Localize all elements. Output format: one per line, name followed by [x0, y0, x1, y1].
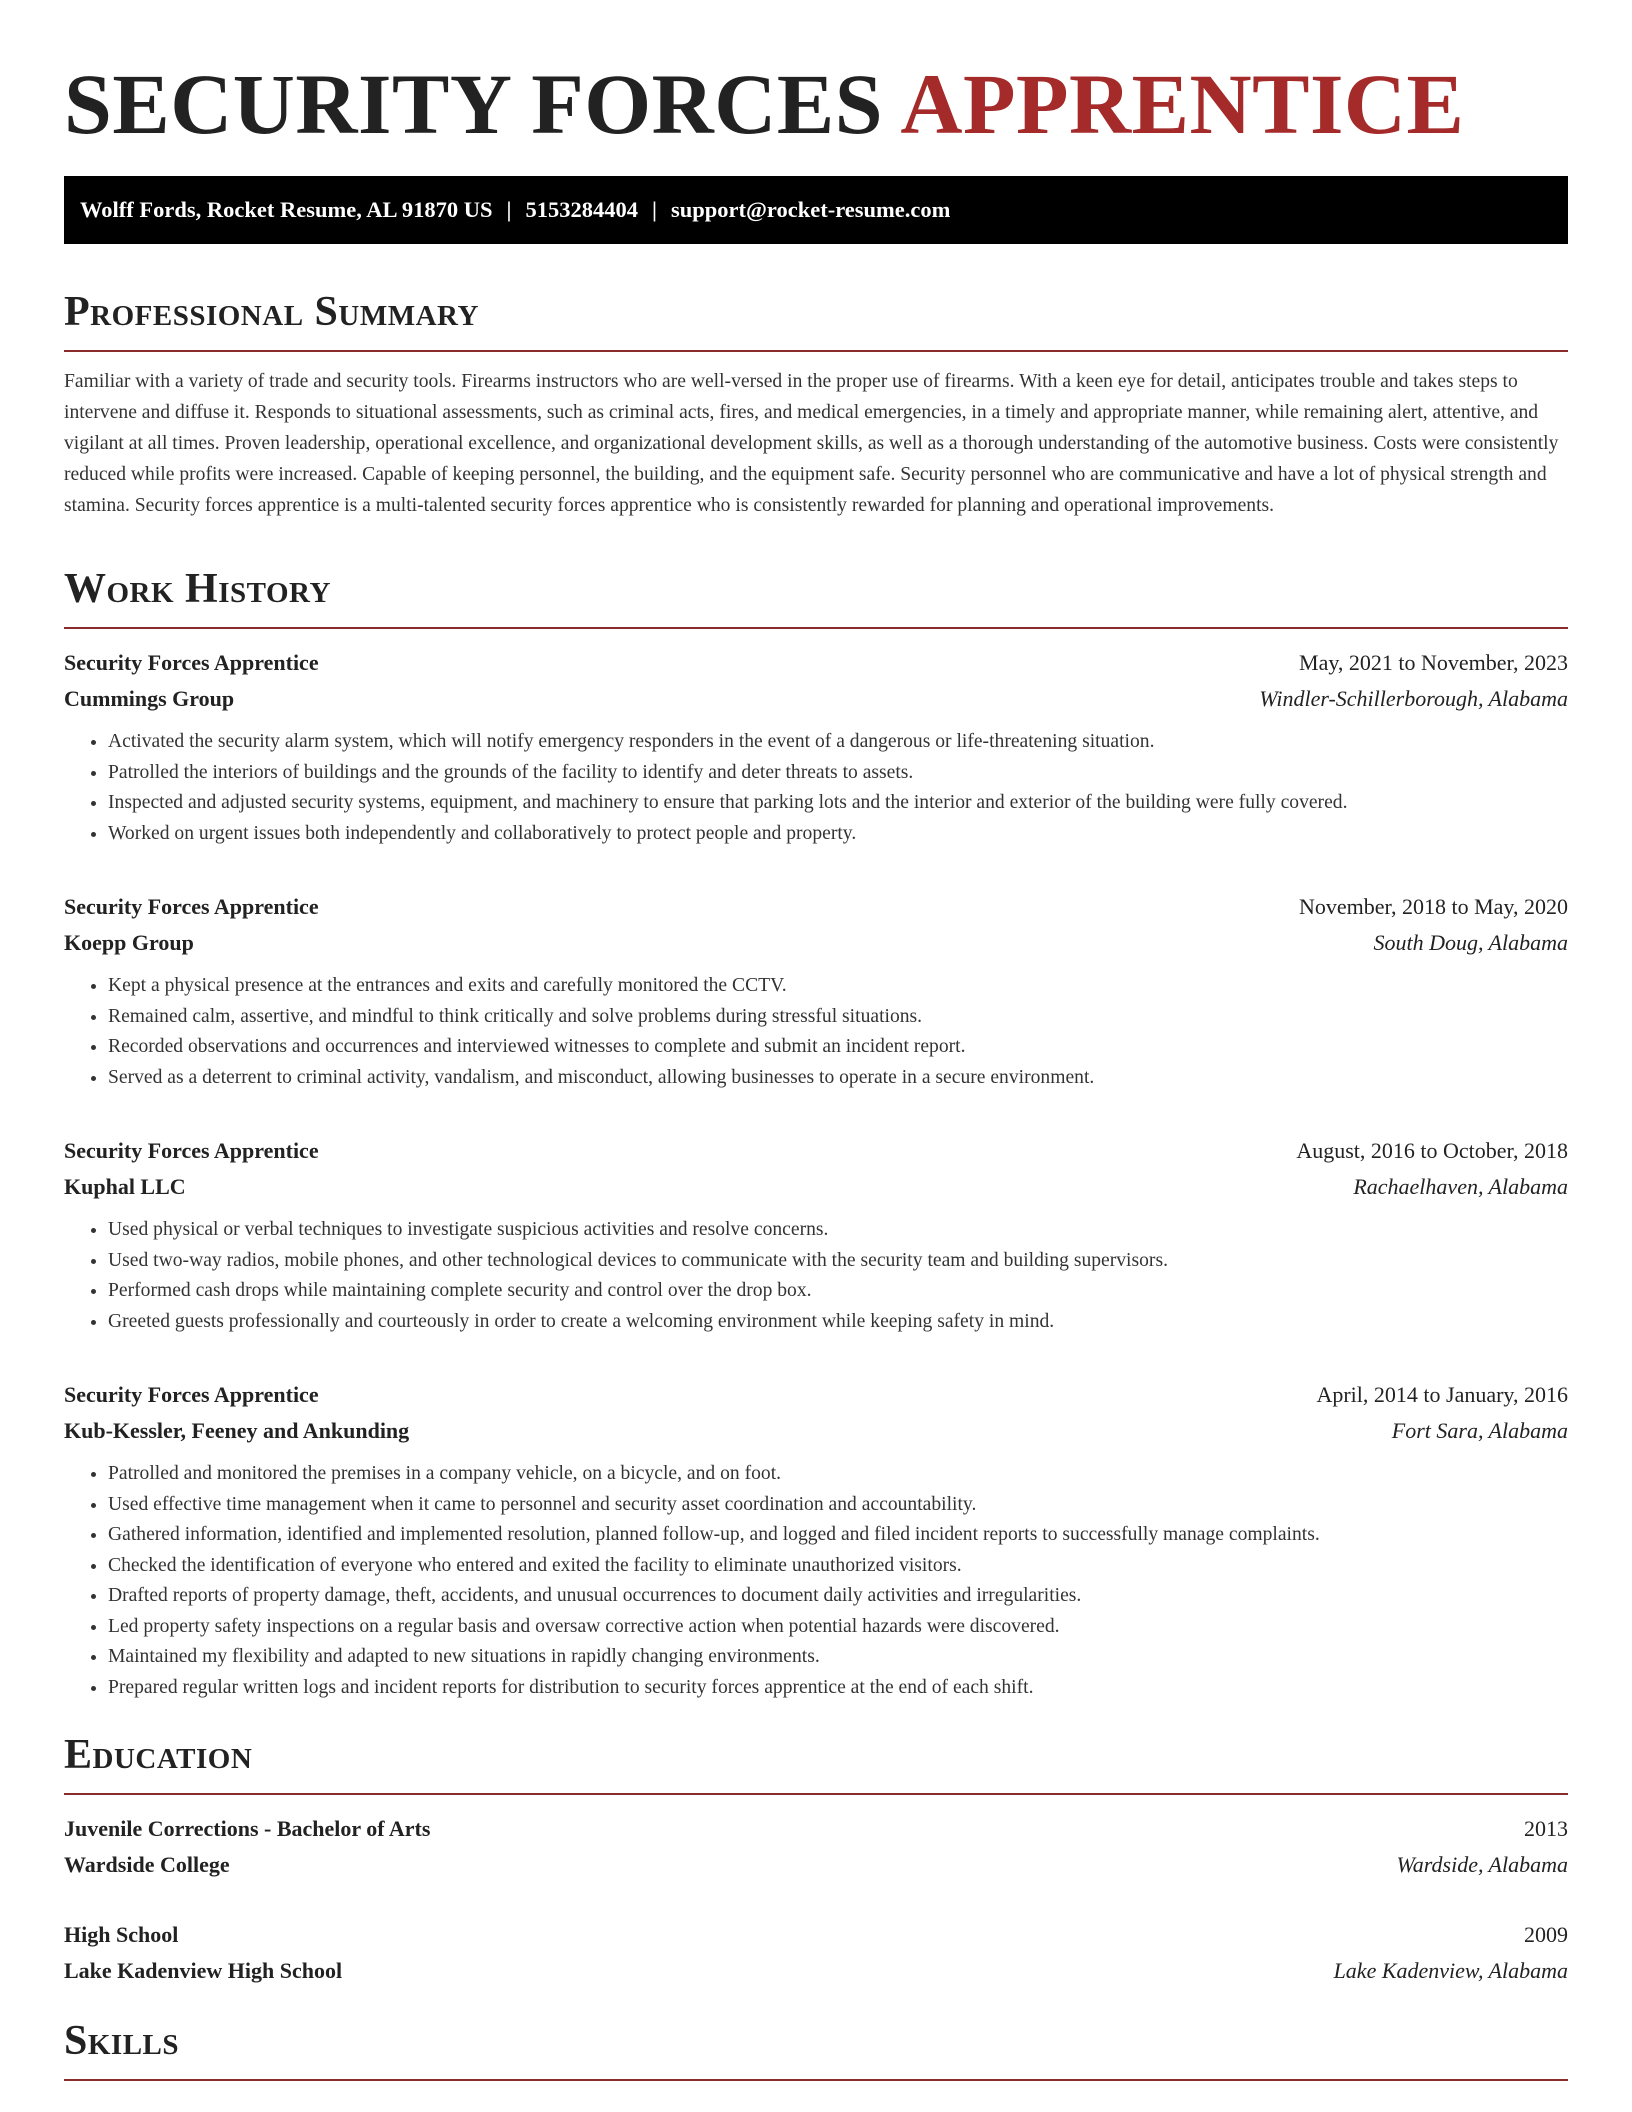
work-history-section — [64, 565, 1568, 1703]
job-bullet: • Checked the identification of everyone who entered and exited the facility to eliminate unauthorized visitors. — [108, 1551, 1568, 1582]
job-bullet: • Worked on urgent issues both independently and collaboratively to protect people and property. — [108, 819, 1568, 850]
job-dates: April, 2014 to January, 2016 — [1316, 1382, 1568, 1407]
job-location: South Doug, Alabama — [1373, 930, 1568, 955]
job-bullets — [64, 1459, 1568, 1703]
job-bullets — [64, 971, 1568, 1093]
job-bullet: • Performed cash drops while maintaining complete security and control over the drop box. — [108, 1276, 1568, 1307]
work-history-heading: Work History — [64, 565, 1568, 629]
job-bullets — [64, 1215, 1568, 1337]
job-bullet: • Used effective time management when it came to personnel and security asset coordination and accountability. — [108, 1490, 1568, 1521]
education-year: 2013 — [1524, 1816, 1568, 1841]
job-dates: May, 2021 to November, 2023 — [1299, 650, 1568, 675]
summary-heading: Professional Summary — [64, 288, 1568, 352]
resume-title — [64, 56, 1568, 152]
job-dates: November, 2018 to May, 2020 — [1299, 894, 1568, 919]
job-company: Kub-Kessler, Feeney and Ankunding — [64, 1418, 410, 1443]
education-school-row — [64, 1953, 1568, 1989]
job-title: Security Forces Apprentice — [64, 1138, 319, 1163]
skills-heading: Skills — [64, 2017, 1568, 2081]
job-bullet: • Recorded observations and occurrences and interviewed witnesses to complete and submit an incident report. — [108, 1032, 1568, 1063]
job-company: Kuphal LLC — [64, 1174, 186, 1199]
summary-section — [64, 288, 1568, 521]
job-entry — [64, 889, 1568, 1093]
job-entry — [64, 1377, 1568, 1703]
job-bullet: • Inspected and adjusted security systems, equipment, and machinery to ensure that parking lots and the interior and exterior of the building were fully covered. — [108, 788, 1568, 819]
job-title: Security Forces Apprentice — [64, 1382, 319, 1407]
education-entry — [64, 1811, 1568, 1883]
job-bullet: • Greeted guests professionally and courteously in order to create a welcoming environment while keeping safety in mind. — [108, 1307, 1568, 1338]
job-location: Windler-Schillerborough, Alabama — [1259, 686, 1568, 711]
education-school-row — [64, 1847, 1568, 1883]
job-bullet: • Kept a physical presence at the entrances and exits and carefully monitored the CCTV. — [108, 971, 1568, 1002]
job-title-row — [64, 889, 1568, 925]
education-location: Wardside, Alabama — [1396, 1852, 1568, 1877]
job-bullet: • Activated the security alarm system, which will notify emergency responders in the event of a dangerous or life-threatening situation. — [108, 727, 1568, 758]
job-company-row — [64, 1169, 1568, 1205]
education-location: Lake Kadenview, Alabama — [1333, 1958, 1568, 1983]
job-location: Rachaelhaven, Alabama — [1353, 1174, 1568, 1199]
education-degree-row — [64, 1917, 1568, 1953]
job-bullet: • Patrolled and monitored the premises in a company vehicle, on a bicycle, and on foot. — [108, 1459, 1568, 1490]
education-degree-row — [64, 1811, 1568, 1847]
job-title: Security Forces Apprentice — [64, 650, 319, 675]
job-title-row — [64, 645, 1568, 681]
job-title-row — [64, 1133, 1568, 1169]
job-dates: August, 2016 to October, 2018 — [1296, 1138, 1568, 1163]
job-company-row — [64, 1413, 1568, 1449]
job-entry — [64, 645, 1568, 849]
contact-address: Wolff Fords, Rocket Resume, AL 91870 US — [80, 197, 493, 222]
job-company: Koepp Group — [64, 930, 194, 955]
contact-phone: 5153284404 — [525, 197, 638, 222]
job-bullet: • Drafted reports of property damage, theft, accidents, and unusual occurrences to document daily activities and irregularities. — [108, 1581, 1568, 1612]
education-degree: Juvenile Corrections - Bachelor of Arts — [64, 1816, 431, 1841]
job-bullet: • Used two-way radios, mobile phones, and other technological devices to communicate with the security team and building supervisors. — [108, 1246, 1568, 1277]
job-bullet: • Served as a deterrent to criminal activity, vandalism, and misconduct, allowing businesses to operate in a secure environment. — [108, 1063, 1568, 1094]
education-entry — [64, 1917, 1568, 1989]
title-main: SECURITY FORCES — [64, 56, 884, 152]
job-bullet: • Used physical or verbal techniques to investigate suspicious activities and resolve concerns. — [108, 1215, 1568, 1246]
job-bullet: • Prepared regular written logs and incident reports for distribution to security forces apprentice at the end of each shift. — [108, 1673, 1568, 1704]
job-bullet: • Remained calm, assertive, and mindful to think critically and solve problems during stressful situations. — [108, 1002, 1568, 1033]
job-entry — [64, 1133, 1568, 1337]
skills-section — [64, 2017, 1568, 2081]
job-title: Security Forces Apprentice — [64, 894, 319, 919]
job-bullet: • Gathered information, identified and implemented resolution, planned follow-up, and logged and filed incident reports to successfully manage complaints. — [108, 1520, 1568, 1551]
contact-separator: | — [506, 197, 512, 222]
education-degree: High School — [64, 1922, 179, 1947]
job-location: Fort Sara, Alabama — [1391, 1418, 1568, 1443]
job-bullet: • Led property safety inspections on a regular basis and oversaw corrective action when potential hazards were discovered. — [108, 1612, 1568, 1643]
contact-bar — [64, 176, 1568, 244]
title-accent: APPRENTICE — [900, 56, 1465, 152]
education-section — [64, 1731, 1568, 1989]
job-bullets — [64, 727, 1568, 849]
education-heading: Education — [64, 1731, 1568, 1795]
job-company-row — [64, 681, 1568, 717]
job-title-row — [64, 1377, 1568, 1413]
job-bullet: • Patrolled the interiors of buildings and the grounds of the facility to identify and deter threats to assets. — [108, 758, 1568, 789]
job-company: Cummings Group — [64, 686, 235, 711]
job-bullet: • Maintained my flexibility and adapted to new situations in rapidly changing environments. — [108, 1642, 1568, 1673]
contact-separator: | — [651, 197, 657, 222]
contact-email[interactable]: support@rocket-resume.com — [670, 197, 951, 222]
education-school: Wardside College — [64, 1852, 230, 1877]
job-company-row — [64, 925, 1568, 961]
education-school: Lake Kadenview High School — [64, 1958, 343, 1983]
summary-text: Familiar with a variety of trade and security tools. Firearms instructors who are well-versed in the proper use of firearms. With a keen eye for detail, anticipates trouble and takes steps to intervene and diffuse it. Responds to situational assessments, such as criminal acts, fires, and medical emergencies, in a timely and appropriate manner, while remaining alert, attentive, and vigilant at all times. Proven leadership, operational excellence, and organizational development skills, as well as a thorough understanding of the automotive business. Costs were consistently reduced while profits were increased. Capable of keeping personnel, the building, and the equipment safe. Security personnel who are communicative and have a lot of physical strength and stamina. Security forces apprentice is a multi-talented security forces apprentice who is consistently rewarded for planning and operational improvements. — [64, 371, 1559, 516]
education-year: 2009 — [1524, 1922, 1568, 1947]
